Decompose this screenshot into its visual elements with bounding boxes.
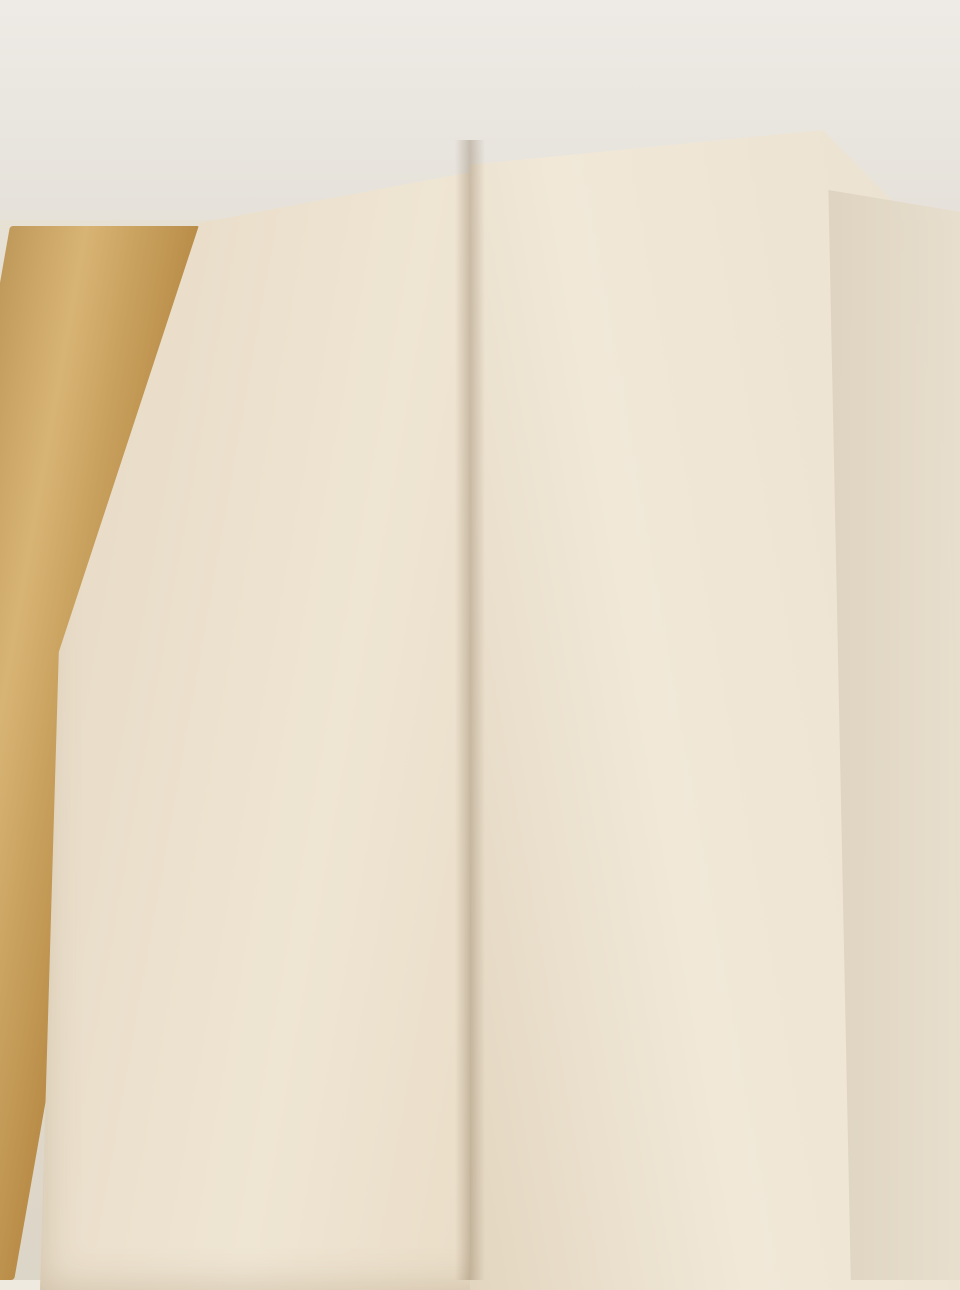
book-gutter [455, 140, 485, 1280]
